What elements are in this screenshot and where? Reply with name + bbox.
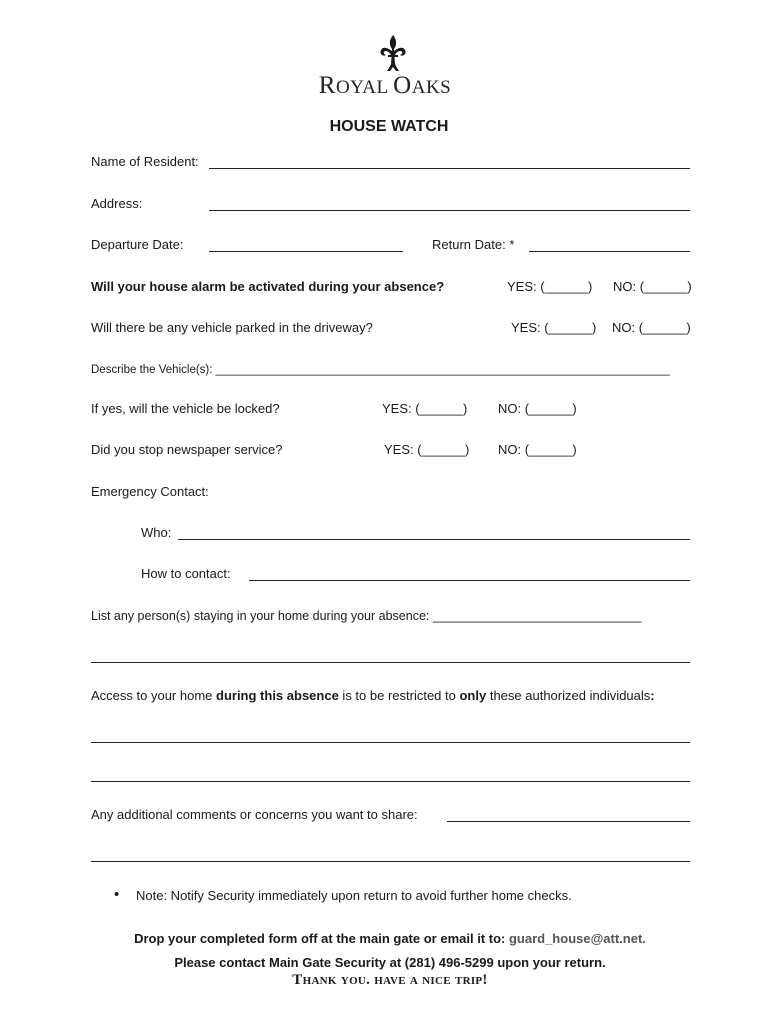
- vehicle-question: Will there be any vehicle parked in the driveway?: [91, 320, 373, 335]
- access-restriction-label: Access to your home during this absence is to be restricted to only these authorized individuals:: [91, 688, 655, 703]
- departure-date-label: Departure Date:: [91, 237, 184, 252]
- fleur-de-lis-icon: [378, 34, 408, 72]
- address-label: Address:: [91, 196, 143, 211]
- persons-staying-field[interactable]: List any person(s) staying in your home during your absence: ______________________________: [91, 609, 642, 623]
- newspaper-yes-option[interactable]: YES: (______): [384, 442, 470, 457]
- thank-you-message: Thank you. have a nice trip!: [292, 972, 488, 988]
- locked-question: If yes, will the vehicle be locked?: [91, 401, 280, 416]
- who-label: Who:: [141, 525, 172, 540]
- alarm-question: Will your house alarm be activated during your absence?: [91, 279, 445, 294]
- bullet-icon: •: [114, 886, 120, 903]
- vehicle-no-option[interactable]: NO: (______): [612, 320, 691, 335]
- authorized-individuals-line-2[interactable]: [91, 781, 690, 782]
- locked-no-option[interactable]: NO: (______): [498, 401, 577, 416]
- newspaper-question: Did you stop newspaper service?: [91, 442, 283, 457]
- who-field[interactable]: [178, 539, 690, 540]
- contact-instructions: Please contact Main Gate Security at (281) 496-5299 upon your return.: [174, 955, 606, 970]
- departure-date-field[interactable]: [209, 251, 403, 252]
- return-note: Note: Notify Security immediately upon return to avoid further home checks.: [136, 888, 572, 903]
- return-date-label: Return Date: *: [432, 237, 515, 252]
- address-field[interactable]: [209, 210, 690, 211]
- comments-field[interactable]: [447, 821, 690, 822]
- drop-off-instructions: Drop your completed form off at the main gate or email it to: guard_house@att.net.: [134, 931, 646, 946]
- describe-vehicle-field[interactable]: Describe the Vehicle(s): _______________________________________________________________________: [91, 364, 670, 376]
- brand-name: ROYAL OAKS: [318, 72, 452, 99]
- persons-staying-line[interactable]: [91, 662, 690, 663]
- alarm-no-option[interactable]: NO: (______): [613, 279, 692, 294]
- authorized-individuals-line-1[interactable]: [91, 742, 690, 743]
- locked-yes-option[interactable]: YES: (______): [382, 401, 468, 416]
- alarm-yes-option[interactable]: YES: (______): [507, 279, 593, 294]
- form-title: HOUSE WATCH: [329, 118, 449, 135]
- how-to-contact-field[interactable]: [249, 580, 690, 581]
- comments-line[interactable]: [91, 861, 690, 862]
- newspaper-no-option[interactable]: NO: (______): [498, 442, 577, 457]
- name-label: Name of Resident:: [91, 154, 199, 169]
- vehicle-yes-option[interactable]: YES: (______): [511, 320, 597, 335]
- return-date-field[interactable]: [529, 251, 690, 252]
- comments-label: Any additional comments or concerns you want to share:: [91, 807, 418, 822]
- emergency-contact-label: Emergency Contact:: [91, 484, 209, 499]
- name-field[interactable]: [209, 168, 690, 169]
- security-email[interactable]: guard_house@att.net.: [508, 931, 646, 946]
- how-to-contact-label: How to contact:: [141, 566, 231, 581]
